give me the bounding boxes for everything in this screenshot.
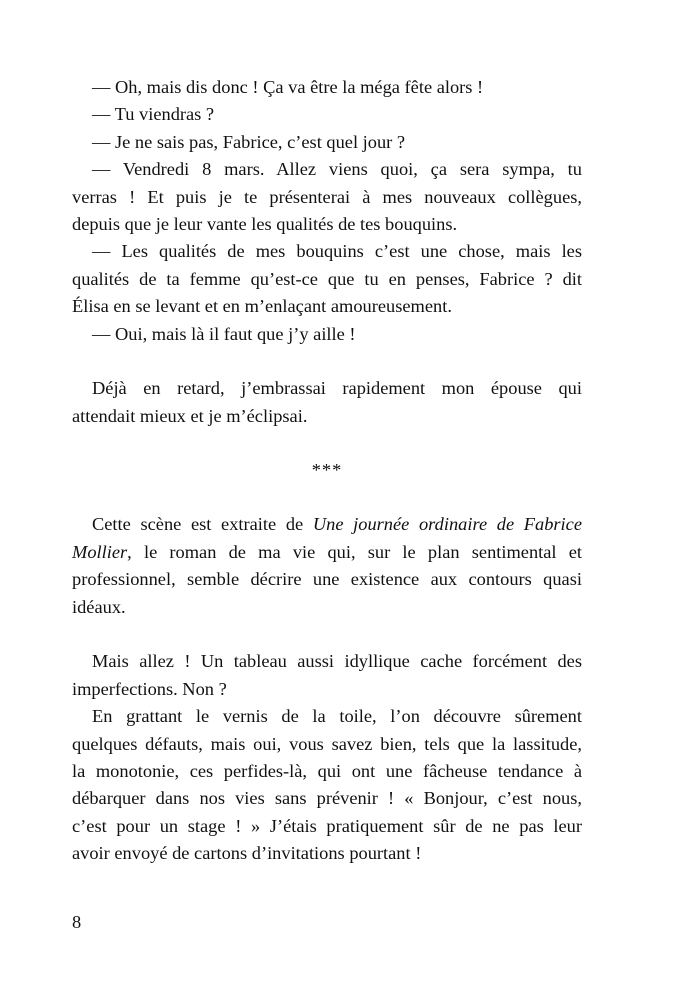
text-line: verras ! Et puis je te présenterai à mes nouveaux collègues, bbox=[72, 186, 582, 207]
paragraph-gap bbox=[72, 430, 582, 457]
text-line: — Oui, mais là il faut que j’y aille ! bbox=[92, 323, 356, 344]
text-run: Cette scène est extraite de bbox=[92, 514, 313, 535]
dialogue-6 bbox=[72, 321, 582, 348]
text-line: la monotonie, ces perfides-là, qui ont une fâcheuse tendance à bbox=[72, 760, 582, 781]
page-number: 8 bbox=[72, 912, 82, 932]
text-line: professionnel, semble décrire une existence aux contours quasi bbox=[72, 569, 582, 590]
text-line: qualités de ta femme qu’est-ce que tu en penses, Fabrice ? dit bbox=[72, 268, 582, 289]
dialogue-1 bbox=[72, 74, 582, 101]
paragraph-gap bbox=[72, 484, 582, 511]
text-line: attendait mieux et je m’éclipsai. bbox=[72, 405, 308, 426]
text-line: En grattant le vernis de la toile, l’on découvre sûrement bbox=[92, 706, 582, 727]
section-separator: *** bbox=[311, 460, 343, 481]
text-line: Élisa en se levant et en m’enlaçant amoureusement. bbox=[72, 296, 452, 317]
book-title: Une journée ordinaire de Fabrice bbox=[312, 514, 582, 535]
text-line: avoir envoyé de cartons d’invitations pourtant ! bbox=[72, 843, 422, 864]
page-body bbox=[72, 74, 582, 868]
dialogue-2 bbox=[72, 101, 582, 128]
text-line: Mais allez ! Un tableau aussi idyllique cache forcément des bbox=[92, 651, 582, 672]
text-line: — Les qualités de mes bouquins c’est une chose, mais les bbox=[92, 241, 582, 262]
text-line: débarquer dans nos vies sans prévenir ! « Bonjour, c’est nous, bbox=[72, 788, 582, 809]
paragraph-gap bbox=[72, 621, 582, 648]
dialogue-4 bbox=[72, 156, 582, 238]
narration-paragraph bbox=[72, 375, 582, 430]
excerpt-paragraph bbox=[72, 511, 582, 621]
text-line: idéaux. bbox=[72, 596, 126, 617]
text-line: — Tu viendras ? bbox=[92, 104, 215, 125]
text-line: imperfections. Non ? bbox=[72, 678, 227, 699]
dialogue-3 bbox=[72, 129, 582, 156]
dialogue-5 bbox=[72, 238, 582, 320]
text-line: depuis que je leur vante les qualités de tes bouquins. bbox=[72, 213, 458, 234]
text-line bbox=[72, 539, 582, 566]
text-line: c’est pour un stage ! » J’étais pratiquement sûr de ne pas leur bbox=[72, 815, 582, 836]
text-line: — Oh, mais dis donc ! Ça va être la méga fête alors ! bbox=[92, 77, 484, 97]
paragraph-gap bbox=[72, 348, 582, 375]
text-line: — Je ne sais pas, Fabrice, c’est quel jour ? bbox=[92, 131, 406, 152]
text-line: Déjà en retard, j’embrassai rapidement mon épouse qui bbox=[92, 378, 582, 399]
book-title: Mollier bbox=[72, 541, 128, 562]
closing-paragraph-2 bbox=[72, 703, 582, 867]
text-line bbox=[72, 511, 582, 538]
text-line: quelques défauts, mais oui, vous savez bien, tels que la lassitude, bbox=[72, 733, 582, 754]
text-run: , le roman de ma vie qui, sur le plan sentimental et bbox=[127, 541, 582, 562]
text-line: — Vendredi 8 mars. Allez viens quoi, ça sera sympa, tu bbox=[92, 159, 582, 180]
closing-paragraph-1 bbox=[72, 648, 582, 703]
